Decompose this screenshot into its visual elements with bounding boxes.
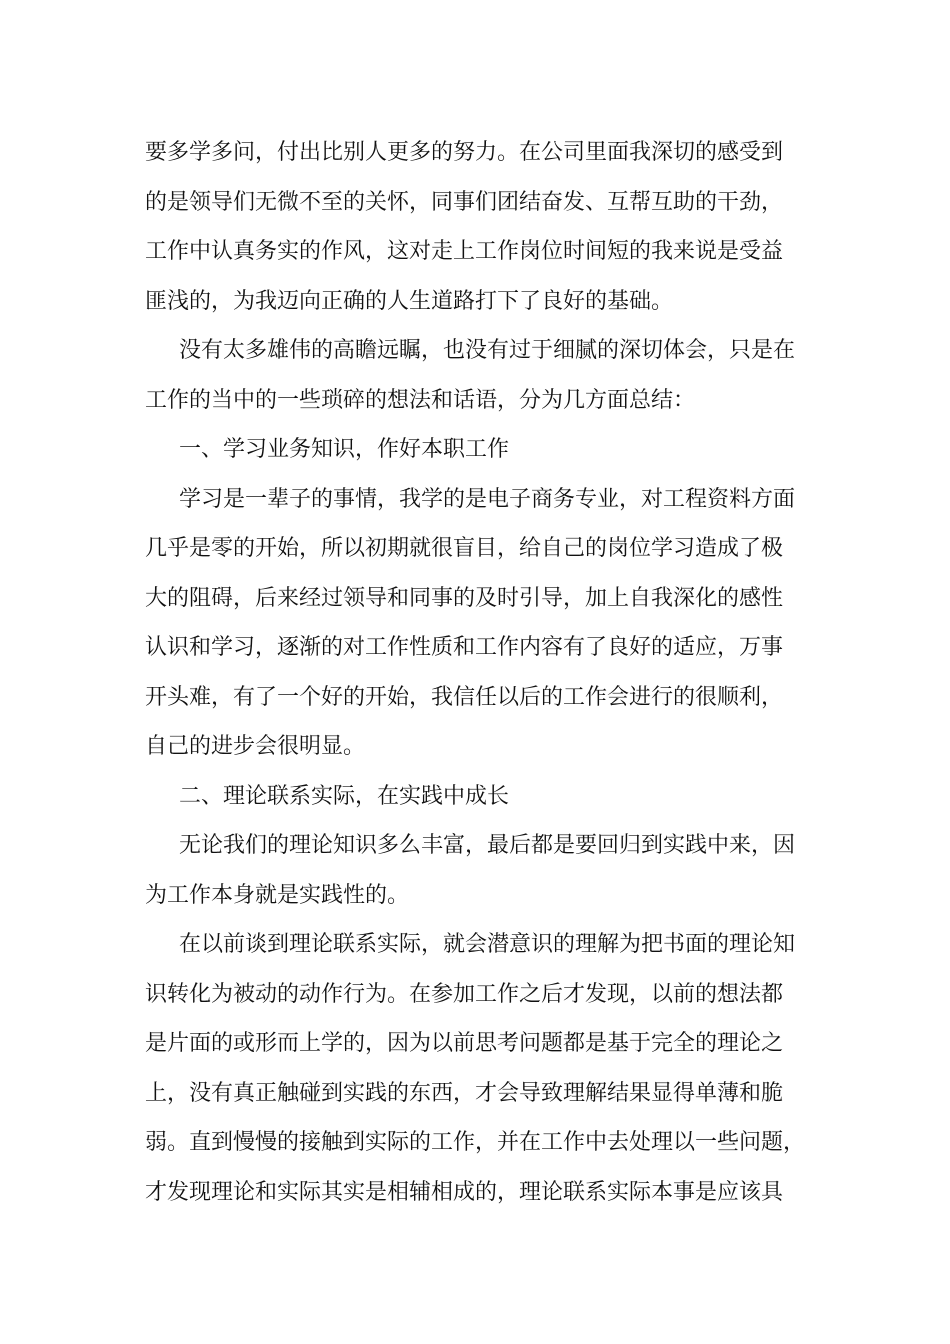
- text-line: 几乎是零的开始，所以初期就很盲目，给自己的岗位学习造成了极: [145, 536, 784, 561]
- text-line: 识转化为被动的动作行为。在参加工作之后才发现，以前的想法都: [145, 981, 784, 1007]
- document-body: [145, 128, 825, 1217]
- section-heading-text: 一、学习业务知识，作好本职工作: [179, 437, 510, 462]
- text-line: 认识和学习，逐渐的对工作性质和工作内容有了良好的适应，万事: [145, 635, 784, 660]
- paragraph: [145, 475, 825, 772]
- text-line: 才发现理论和实际其实是相辅相成的，理论联系实际本事是应该具: [145, 1179, 784, 1205]
- paragraph: [145, 326, 825, 425]
- section-heading: [145, 772, 825, 822]
- text-line: 工作的当中的一些琐碎的想法和话语，分为几方面总结：: [145, 387, 696, 413]
- text-line: 匪浅的，为我迈向正确的人生道路打下了良好的基础。: [145, 288, 674, 314]
- text-line: 无论我们的理论知识多么丰富，最后都是要回归到实践中来，因: [179, 833, 796, 858]
- text-line: 开头难，有了一个好的开始，我信任以后的工作会进行的很顺利，: [145, 684, 784, 710]
- text-line: 没有太多雄伟的高瞻远瞩，也没有过于细腻的深切体会，只是在: [179, 338, 796, 363]
- text-line: 在以前谈到理论联系实际，就会潜意识的理解为把书面的理论知: [179, 932, 796, 957]
- paragraph: [145, 821, 825, 920]
- text-line: 要多学多问，付出比别人更多的努力。在公司里面我深切的感受到: [145, 140, 784, 165]
- text-line: 是片面的或形而上学的，因为以前思考问题都是基于完全的理论之: [145, 1031, 784, 1056]
- text-line: 上，没有真正触碰到实践的东西，才会导致理解结果显得单薄和脆: [145, 1080, 784, 1106]
- text-line: 弱。直到慢慢的接触到实际的工作，并在工作中去处理以一些问题，: [145, 1130, 806, 1155]
- text-line: 大的阻碍，后来经过领导和同事的及时引导，加上自我深化的感性: [145, 585, 784, 611]
- text-line: 自己的进步会很明显。: [145, 734, 366, 759]
- section-heading-text: 二、理论联系实际，在实践中成长: [179, 783, 510, 809]
- text-line: 学习是一辈子的事情，我学的是电子商务专业，对工程资料方面: [179, 486, 796, 512]
- text-line: 为工作本身就是实践性的。: [145, 882, 410, 908]
- paragraph: [145, 128, 825, 326]
- paragraph: [145, 920, 825, 1217]
- section-heading: [145, 425, 825, 475]
- text-line: 工作中认真务实的作风，这对走上工作岗位时间短的我来说是受益: [145, 239, 784, 264]
- text-line: 的是领导们无微不至的关怀，同事们团结奋发、互帮互助的干劲，: [145, 189, 784, 215]
